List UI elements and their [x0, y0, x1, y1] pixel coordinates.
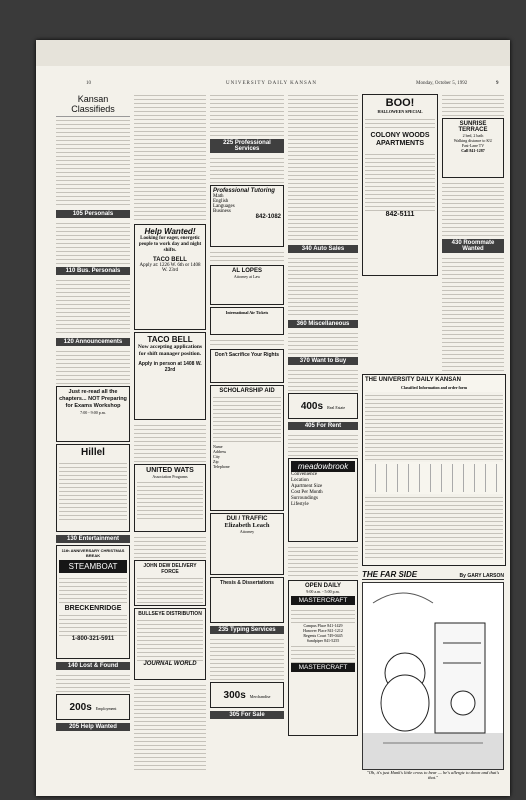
col6-text-top	[442, 92, 504, 116]
ad-colony-woods-phone: 842-5111	[385, 211, 415, 218]
ad-united-wats-title: UNITED WATS	[146, 467, 194, 474]
section-professional-services: 225 Professional Services	[210, 139, 284, 153]
far-side-comic	[362, 570, 504, 796]
ad-breckenridge-text	[59, 612, 127, 636]
header-date: Monday, October 5, 1992	[416, 81, 468, 86]
col3-text-top	[210, 92, 284, 136]
ad-sunrise-terrace	[442, 118, 504, 178]
far-side-caption: "Oh, it's just Hank's little cross to bear — he's allergic to down and that's that."	[366, 770, 500, 780]
ad-exam-workshop	[56, 386, 130, 442]
ad-united-wats-text	[137, 479, 203, 519]
ad-colony-woods	[362, 94, 438, 276]
classifieds-title: Kansan Classifieds	[56, 92, 130, 117]
ad-sunrise-item-1: Walking distance to KU	[453, 138, 493, 143]
ad-colony-woods-title: COLONY WOODS APARTMENTS	[370, 132, 430, 147]
section-for-sale: 305 For Sale	[210, 711, 284, 719]
column-1	[56, 92, 130, 792]
for-rent-text	[288, 432, 358, 456]
ad-taco-bell-logo-2: TACO BELL	[147, 335, 193, 344]
ad-hillel	[56, 444, 130, 532]
ad-phone: 1-800-321-5911	[71, 636, 115, 642]
ad-open-daily-hours: 9:00 a.m. - 5:00 p.m.	[306, 589, 340, 594]
newspaper-page	[36, 40, 510, 796]
ad-tutoring-subject-3: Languages	[213, 204, 235, 209]
section-lost-found: 140 Lost & Found	[56, 662, 130, 670]
ad-mastercraft-text	[291, 607, 355, 623]
ad-tutoring-subject-4: Business	[213, 209, 231, 214]
ad-colony-woods-text	[365, 116, 435, 130]
ad-exam-workshop-time: 7:00 - 9:00 p.m.	[80, 410, 106, 415]
ad-employment-title: 200s	[69, 702, 92, 713]
ad-mastercraft-logo: MASTERCRAFT	[291, 596, 355, 605]
ad-employment-sub: Employment	[95, 706, 117, 711]
ad-mastercraft-location-3: Regents Court 749-0445	[303, 633, 343, 638]
lost-found-text	[56, 672, 130, 692]
want-to-buy-text	[288, 367, 358, 391]
col6-text-mid	[442, 180, 504, 236]
ad-order-form-masthead: THE UNIVERSITY DAILY KANSAN	[365, 377, 461, 383]
ad-help-wanted-title: Help Wanted!	[144, 227, 196, 236]
ad-real-estate	[288, 393, 358, 419]
column-2	[134, 92, 206, 792]
ad-united-wats-sub: Association Programs	[152, 474, 188, 479]
ad-attorney-name: Elizabeth Leach	[224, 522, 270, 529]
typing-text	[210, 636, 284, 680]
ad-al-lopes-sub: Attorney at Law	[233, 274, 261, 279]
form-label-name: Name	[213, 444, 223, 449]
header-masthead: UNIVERSITY DAILY KANSAN	[226, 81, 318, 86]
ad-tutoring	[210, 185, 284, 247]
ad-help-wanted	[134, 224, 206, 330]
ad-exam-workshop-title: Just re-read all the chapters... NOT Preparing for Exams Workshop	[59, 389, 127, 409]
personals-text	[56, 220, 130, 264]
section-miscellaneous: 360 Miscellaneous	[288, 320, 358, 328]
header-left: 10	[86, 81, 91, 86]
section-auto-sales: 340 Auto Sales	[288, 245, 358, 253]
ad-real-estate-title: 400s	[300, 401, 324, 412]
col2-text-bottom	[134, 682, 206, 772]
ad-colony-woods-boo: BOO!	[385, 97, 415, 109]
ad-breckenridge: BRECKENRIDGE	[64, 605, 122, 612]
ad-sunrise-item-2: Fast-Lane TV	[461, 143, 485, 148]
ad-real-estate-sub: Real Estate	[327, 405, 346, 410]
column-4	[288, 92, 358, 792]
announcements-text	[56, 348, 130, 384]
ad-delivery-force	[134, 560, 206, 606]
ad-employment	[56, 694, 130, 720]
ad-mastercraft-location-2: Hanover Place 841-1212	[303, 628, 343, 633]
professional-text	[210, 155, 284, 183]
ad-al-lopes-title: AL LOPES	[232, 268, 262, 274]
section-help-wanted: 205 Help Wanted	[56, 723, 130, 731]
section-personals: 105 Personals	[56, 210, 130, 218]
ad-order-form	[362, 374, 506, 566]
header-page-number: 9	[496, 81, 499, 86]
ad-taco-bell-apply-2: Apply in person at 1408 W. 23rd	[138, 361, 202, 373]
col2-text-top	[134, 92, 206, 222]
ad-tutoring-phone: 842-1082	[255, 214, 281, 220]
ad-taco-bell-logo-1: TACO BELL	[153, 257, 187, 263]
ad-taco-bell-apply-1: Apply at: 1226 W. 6th or 1408 W. 23rd	[139, 263, 201, 273]
ad-colony-woods-list	[365, 151, 435, 211]
ad-dui-traffic	[210, 513, 284, 575]
form-label-address: Address	[213, 449, 227, 454]
intro-text	[56, 117, 130, 207]
ad-thesis	[210, 577, 284, 623]
ad-open-daily	[288, 580, 358, 736]
col4-text-top	[288, 92, 358, 242]
ad-bullseye-text	[137, 617, 203, 661]
auto-sales-text	[288, 255, 358, 317]
ad-order-form-sub: Classified Information and order form	[401, 385, 467, 390]
ad-dont-sacrifice-title: Don't Sacrifice Your Rights	[214, 352, 280, 358]
ad-taco-bell-manager	[134, 332, 206, 420]
ad-merchandise	[210, 682, 284, 708]
ad-dont-sacrifice	[210, 349, 284, 383]
ad-thesis-title: Thesis & Dissertations	[220, 580, 274, 586]
ad-colony-woods-special: HALLOWEEN SPECIAL	[377, 109, 423, 114]
ad-help-wanted-text: Looking for eager, energetic people to work day and night shifts.	[138, 236, 202, 253]
ad-steamboat-text	[59, 575, 127, 605]
col3-text-3	[210, 337, 284, 347]
ad-mastercraft-logo-2: MASTERCRAFT	[291, 663, 355, 672]
ad-open-daily-title: OPEN DAILY	[304, 583, 342, 589]
ad-steamboat-title: STEAMBOAT	[59, 560, 127, 573]
section-roommate-wanted: 430 Roommate Wanted	[442, 239, 504, 253]
ad-mastercraft-location-4: Sandpiper 841-5255	[306, 638, 340, 643]
ad-tutoring-title: Professional Tutoring	[213, 188, 275, 194]
ad-bullseye	[134, 608, 206, 680]
ad-taco-bell-manager-text: Now accepting applications for shift manager position.	[137, 344, 203, 357]
far-side-author: By GARY LARSON	[459, 573, 504, 579]
ad-merchandise-title: 300s	[223, 690, 246, 701]
ad-sunrise-phone: Call 841-1287	[461, 148, 485, 153]
ad-steamboat	[56, 545, 130, 659]
ad-sunrise-sub: 2 bed, 2 bath	[462, 133, 484, 138]
ad-merchandise-sub: Merchandise	[249, 694, 271, 699]
form-label-city: City	[213, 454, 220, 459]
misc-text	[288, 330, 358, 354]
ad-delivery-force-title: JOHN DEW DELIVERY FORCE	[143, 563, 197, 575]
ad-order-form-fields	[365, 494, 503, 560]
section-want-to-buy: 370 Want to Buy	[288, 357, 358, 365]
ad-order-form-text	[365, 392, 503, 462]
ad-journal-world: JOURNAL WORLD	[143, 661, 197, 667]
ad-rates-table	[365, 464, 503, 492]
ad-steamboat-sub: 11th ANNIVERSARY CHRISTMAS BREAK	[61, 548, 125, 558]
far-side-panel	[362, 582, 504, 770]
ad-meadowbrook-item-2: Location	[291, 478, 309, 483]
ad-meadowbrook-item-4: Cost Per Month	[291, 490, 323, 495]
form-label-telephone: Telephone	[213, 464, 230, 469]
ad-hillel-title: Hillel	[81, 447, 105, 458]
roommate-text	[442, 255, 504, 375]
far-side-drawing	[363, 583, 503, 769]
column-6	[442, 92, 504, 412]
ad-delivery-force-text	[137, 575, 203, 603]
ad-meadowbrook-item-6: Lifestyle	[291, 502, 309, 507]
col4-text-mid	[288, 544, 358, 578]
ad-tutoring-subject-1: Math	[213, 194, 224, 199]
ad-united-wats	[134, 464, 206, 532]
section-for-rent: 405 For Rent	[288, 422, 358, 430]
bus-personals-text	[56, 277, 130, 335]
ad-al-lopes	[210, 265, 284, 305]
page-top-margin	[36, 40, 510, 66]
col3-text-2	[210, 249, 284, 263]
ad-international	[210, 307, 284, 335]
ad-hillel-text	[59, 460, 127, 522]
ad-dui-traffic-title: DUI / TRAFFIC	[226, 516, 268, 522]
form-label-zip: Zip	[213, 459, 219, 464]
ad-meadowbrook-item-5: Surroundings	[291, 496, 318, 501]
ad-meadowbrook-item-1: Convenience	[291, 472, 318, 477]
col2-text-mid	[134, 422, 206, 462]
ad-sunrise-title: SUNRISE TERRACE	[458, 121, 488, 133]
ad-attorney-sub: Attorney	[239, 529, 255, 534]
ad-scholarship	[210, 385, 284, 511]
ad-scholarship-title: SCHOLARSHIP AID	[219, 388, 275, 394]
ad-mastercraft-text-2	[291, 643, 355, 663]
ad-meadowbrook-item-3: Apartment Size	[291, 484, 323, 489]
ad-tutoring-subject-2: English	[213, 199, 229, 204]
far-side-title: THE FAR SIDE	[362, 570, 418, 579]
ad-scholarship-text	[213, 394, 281, 444]
section-bus-personals: 110 Bus. Personals	[56, 267, 130, 275]
section-announcements: 120 Announcements	[56, 338, 130, 346]
ad-meadowbrook	[288, 458, 358, 542]
section-typing-services: 235 Typing Services	[210, 626, 284, 634]
ad-international-title: International Air Tickets	[225, 310, 269, 315]
ad-bullseye-title: BULLSEYE DISTRIBUTION	[138, 611, 202, 617]
ad-meadowbrook-title: meadowbrook	[291, 461, 355, 472]
ad-mastercraft-location-1: Campus Place 841-1429	[303, 623, 343, 628]
column-3	[210, 92, 284, 792]
col2-text-mid2	[134, 534, 206, 558]
section-entertainment: 130 Entertainment	[56, 535, 130, 543]
